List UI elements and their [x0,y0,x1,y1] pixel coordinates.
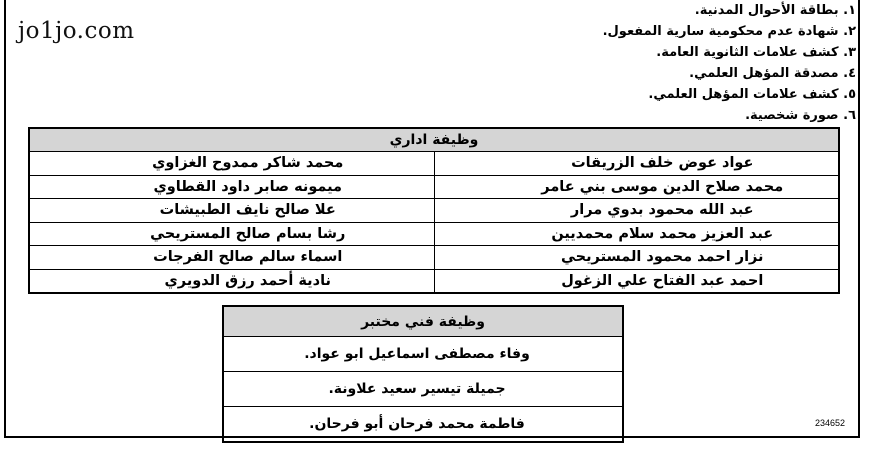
lab-table-header: وظيفة فني مختبر [223,306,623,337]
admin-table-header: وظيفة اداري [29,128,839,152]
lab-technician-table [222,305,624,443]
document-item: ٤. مصدقة المؤهل العلمي. [689,66,856,81]
table-row [223,337,623,372]
table-row [29,152,839,176]
required-documents-list [603,0,856,126]
candidate-name: ميمونه صابر داود القطاوي [29,175,434,199]
admin-job-table [28,127,840,294]
table-row [223,407,623,443]
candidate-name: اسماء سالم صالح الفرجات [29,246,434,270]
candidate-name: عبد الله محمود بدوي مرار [434,199,839,223]
candidate-name: عبد العزيز محمد سلام محمديين [434,222,839,246]
table-row [29,269,839,293]
document-item: ٦. صورة شخصية. [745,108,856,123]
candidate-name: نادية أحمد رزق الدويري [29,269,434,293]
candidate-name: محمد صلاح الدين موسى بني عامر [434,175,839,199]
ad-code: 234652 [815,418,846,428]
table-row [29,246,839,270]
candidate-name: علا صالح نايف الطبيشات [29,199,434,223]
document-item: ٢. شهادة عدم محكومية سارية المفعول. [602,24,856,39]
candidate-name: نزار احمد محمود المستريحي [434,246,839,270]
table-row [29,175,839,199]
document-item: ٣. كشف علامات الثانوية العامة. [656,45,856,60]
candidate-name: عواد عوض خلف الزريقات [434,152,839,176]
table-row [29,199,839,223]
table-row [29,222,839,246]
candidate-name: فاطمة محمد فرحان أبو فرحان. [223,407,623,443]
table-row [223,372,623,407]
candidate-name: جميلة تيسير سعيد علاونة. [223,372,623,407]
candidate-name: رشا بسام صالح المستريحي [29,222,434,246]
candidate-name: احمد عبد الفتاح علي الزغول [434,269,839,293]
candidate-name: محمد شاكر ممدوح الغزاوي [29,152,434,176]
document-item: ١. بطاقة الأحوال المدنية. [694,3,856,18]
candidate-name: وفاء مصطفى اسماعيل ابو عواد. [223,337,623,372]
site-watermark: jo1jo.com [18,18,135,44]
document-item: ٥. كشف علامات المؤهل العلمي. [648,87,856,102]
